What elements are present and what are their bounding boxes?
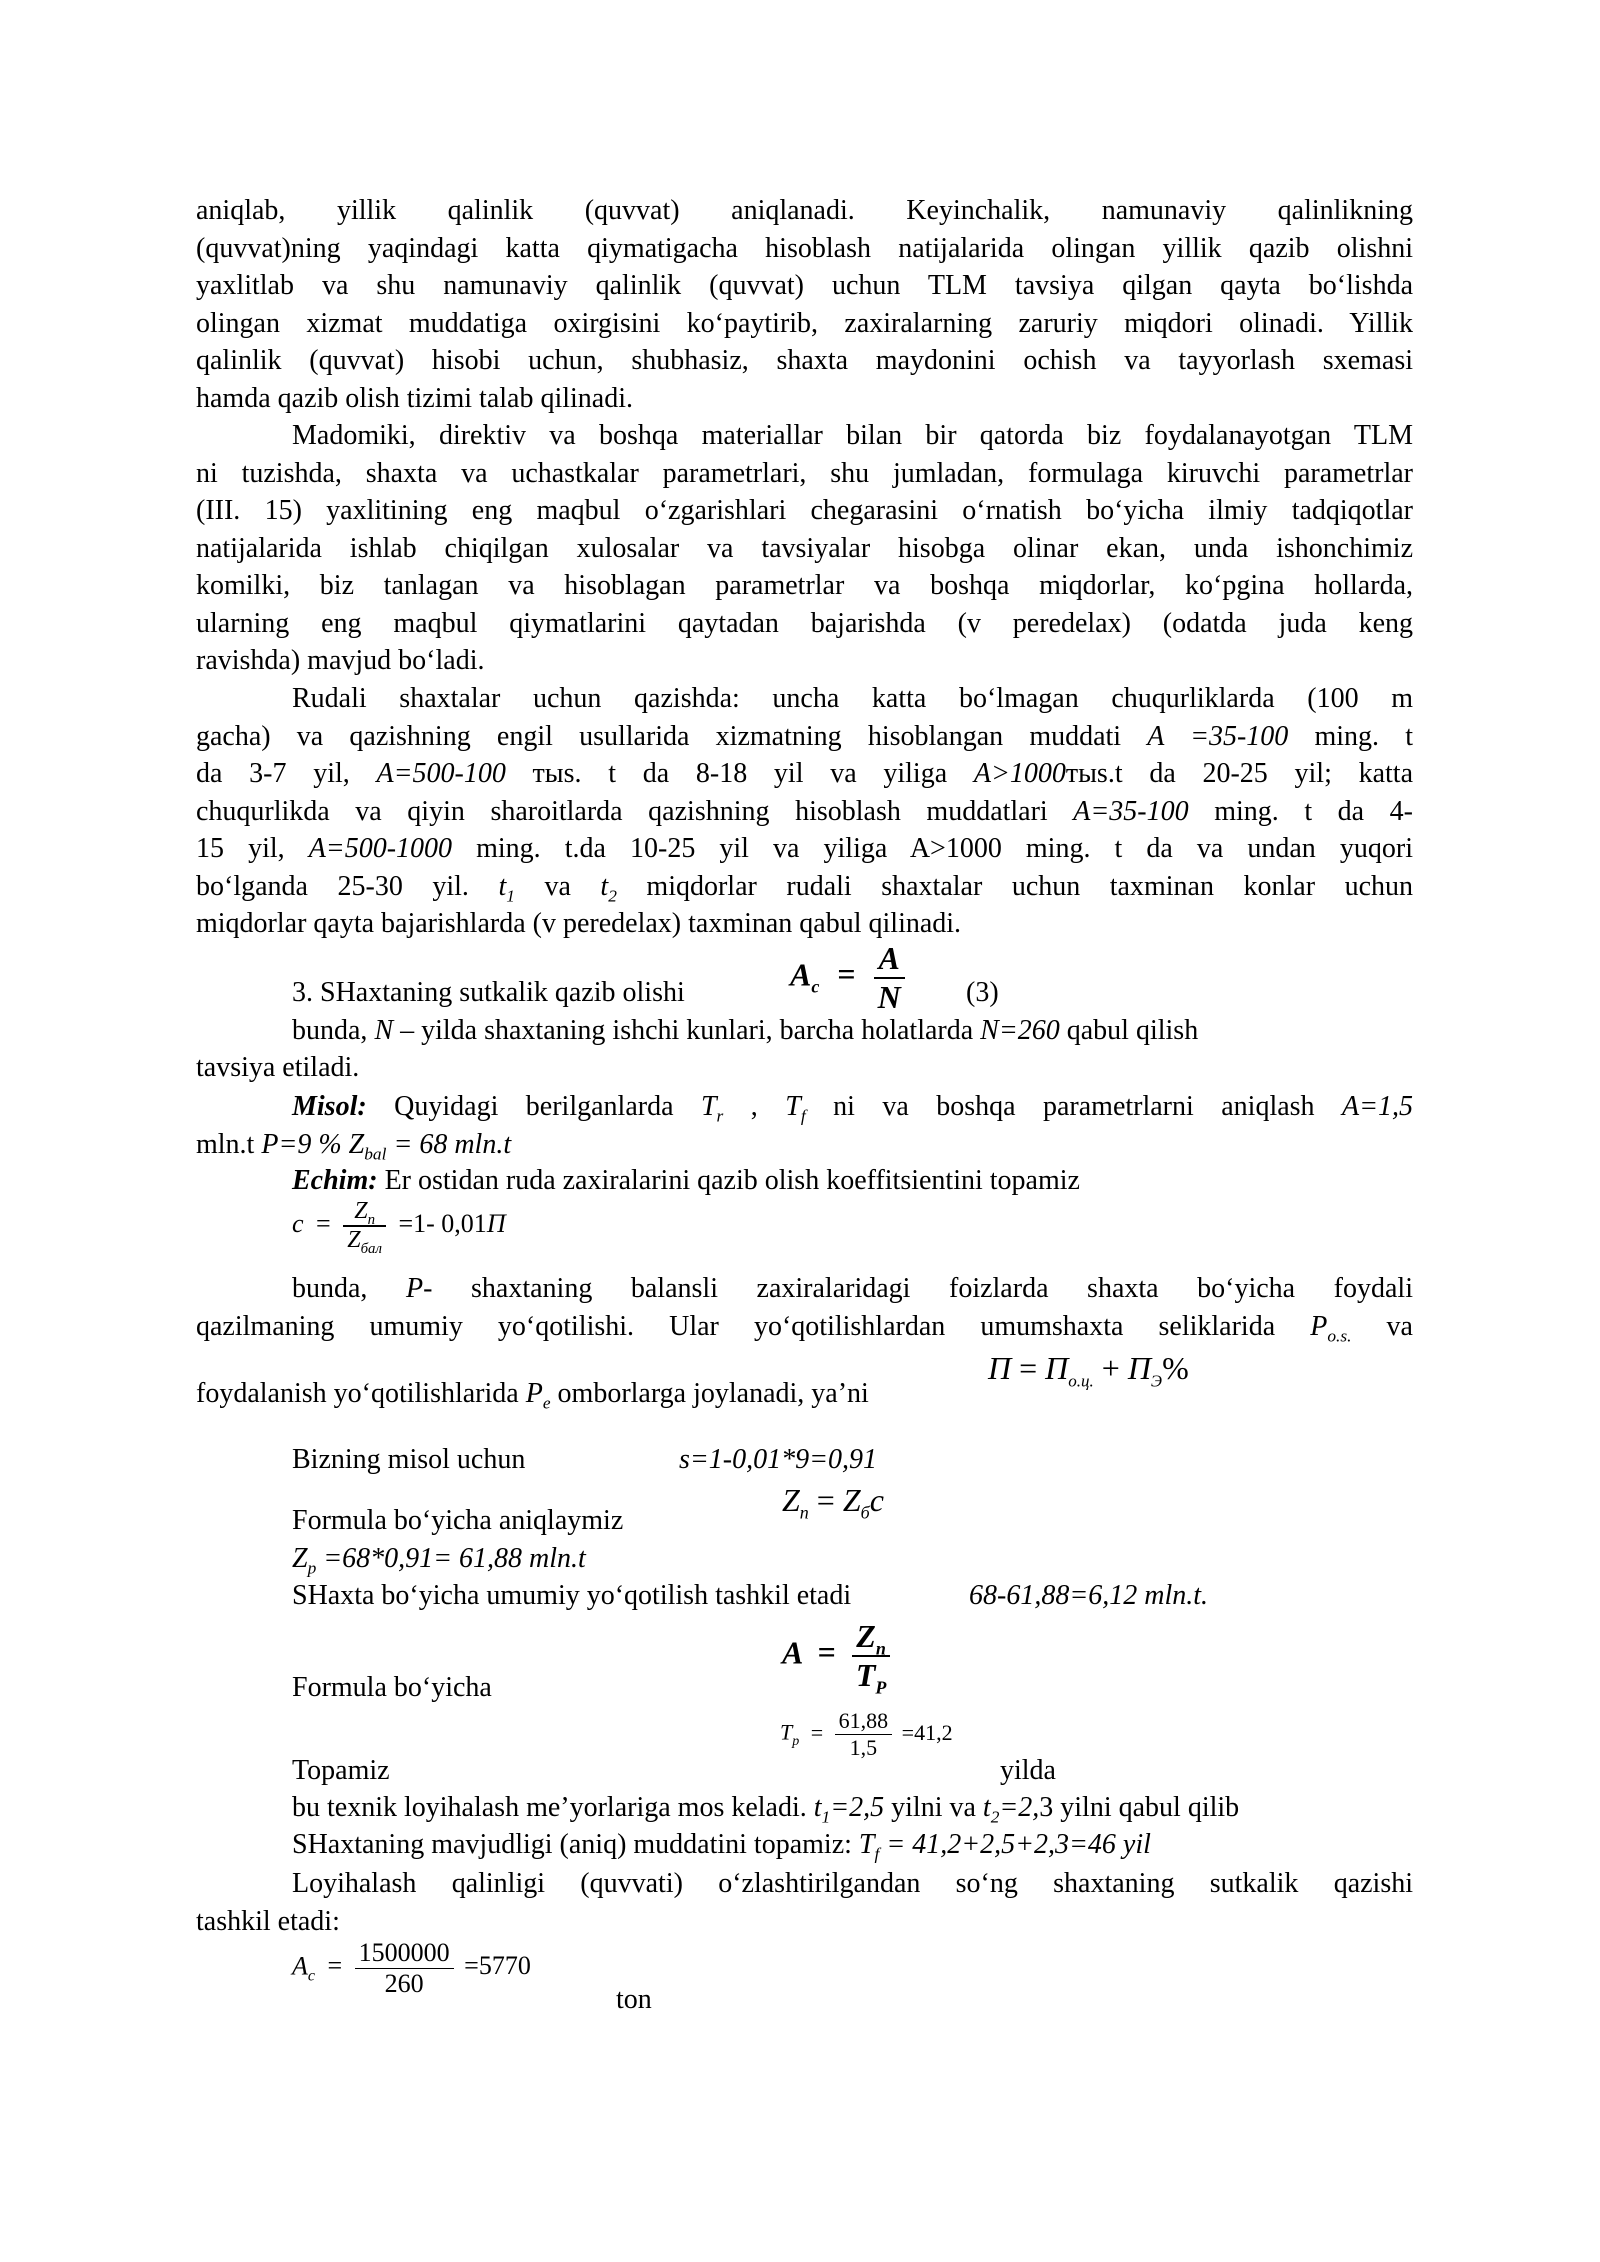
section-3-title: 3. SHaxtaning sutkalik qazib olishi [292, 977, 685, 1008]
paragraph-1 [196, 192, 1413, 417]
zp-result: $Z_p =68*0,91= 61,88$ mln.t [292, 1543, 586, 1578]
p3-line: gacha) va qazishning engil usullarida xizmatning hisoblangan muddati A =35-100 ming. t [196, 720, 1414, 752]
formula-zn: $Z_n = Z_бc$ [782, 1482, 884, 1523]
bizning-value: s=1-0,01*9=0,91 [679, 1444, 878, 1475]
misol-label: Misol: [292, 1091, 367, 1122]
p1-line: (quvvat)ning yaqindagi katta qiymatigacha hisoblash natijalarida olingan yillik qazib olishni [196, 232, 1413, 264]
p3-line: miqdorlar qayta bajarishlarda (v peredelax) taxminan qabul qilinadi. [196, 908, 962, 939]
p3-line: bo‘lganda 25-30 yil. $t_1$ va $t_2$ miqdorlar rudali shaxtalar uchun taxminan konlar uchun [196, 870, 1413, 906]
shaxta-loss-value: 68-61,88=6,12 mln.t. [969, 1580, 1208, 1611]
p1-line: qalinlik (quvvat) hisobi uchun, shubhasiz, shaxta maydonini ochish va tayyorlash sxemasi [196, 345, 1413, 376]
p1-line: hamda qazib olish tizimi talab qilinadi. [196, 382, 634, 414]
p3-line: chuqurlikda va qiyin sharoitlarda qazishning hisoblash muddatlari A=35-100 ming. t da 4- [196, 795, 1414, 827]
paragraph-3 [196, 680, 1413, 943]
p3-line: da 3-7 yil, A=500-100 тыs. t da 8-18 yil va yiliga A>1000тыs.t da 20-25 yil; katta [196, 758, 1414, 789]
formula-by-label: Formula bo‘yicha [292, 1672, 492, 1703]
formula-c: c = $\frac{Z_п}{Z_{бал}}$ =1- 0,01П [292, 1198, 506, 1257]
p2-line: (III. 15) yaxlitining eng maqbul o‘zgarishlari chegarasini o‘rnatish bo‘yicha ilmiy tadqiqotlar [196, 495, 1413, 526]
mavjud-line: SHaxtaning mavjudligi (aniq) muddatini topamiz: $T_f = 41,2+2,5+2,3=46$ yil [292, 1829, 1151, 1864]
bunda-n-line: bunda, N – yilda shaxtaning ishchi kunlari, barcha holatlarda N=260 qabul qilish [292, 1015, 1199, 1046]
shaxta-loss-label: SHaxta bo‘yicha umumiy yo‘qotilish tashkil etadi [292, 1580, 852, 1611]
p1-line: yaxlitlab va shu namunaviy qalinlik (quvvat) uchun TLM tavsiya qilgan qayta bo‘lishda [196, 270, 1413, 301]
equation-number: (3) [966, 977, 999, 1008]
p2-line: natijalarida ishlab chiqilgan xulosalar va tavsiyalar hisobga olinar ekan, unda ishonchimiz [196, 532, 1413, 564]
p2-line: ularning eng maqbul qiymatlarini qaytadan bajarishda (v peredelax) (odatda juda keng [196, 607, 1413, 639]
formula-ac: $A_c$ = $\frac{A}{N}$ [790, 940, 905, 1016]
p1-line: olingan xizmat muddatiga oxirgisini ko‘paytirib, zaxiralarning zaruriy miqdori olinadi. Yillik [196, 307, 1413, 339]
bunda-p-block: bunda, P- shaxtaning balansli zaxiralaridagi foizlarda shaxta bo‘yicha foydali qazilmaning umumiy yo‘qotilishi. Ular yo‘qotilishlardan umumshaxta seliklarida $P_{o.s.}$ va [196, 1273, 1413, 1346]
p3-line: Rudali shaxtalar uchun qazishda: uncha katta bo‘lmagan chuqurliklarda (100 m [292, 683, 1413, 714]
echim-line: Echim: Er ostidan ruda zaxiralarini qazib olish koeffitsientini topamiz [292, 1165, 1080, 1196]
p3-line: 15 yil, A=500-1000 ming. t.da 10-25 yil va yiliga A>1000 ming. t da va undan yuqori [196, 833, 1413, 864]
bunda-p-line-3: foydalanish yo‘qotilishlarida $P_e$ omborlarga joylanadi, ya’ni [196, 1378, 869, 1413]
p2-line: ravishda) mavjud bo‘ladi. [196, 645, 485, 676]
loyiha-block: Loyihalash qalinligi (quvvati) o‘zlashtirilgandan so‘ng shaxtaning sutkalik qazishi tashkil etadi: [196, 1868, 1413, 1937]
formula-a: A = $\frac{Z_n}{T_P}$ [782, 1618, 890, 1694]
texnik-line: bu texnik loyihalash me’yorlariga mos keladi. $t_1=2,5$ yilni va $t_2=2,3$ yilni qabul qilib [292, 1792, 1240, 1827]
formula-p: $П = П_{о.ц.} + П_Э\%$ [988, 1350, 1189, 1391]
p2-line: komilki, biz tanlagan va hisoblagan parametrlar va boshqa miqdorlar, ko‘pgina hollarda, [196, 570, 1413, 601]
echim-label: Echim: [292, 1165, 378, 1196]
bizning-label: Bizning misol uchun [292, 1444, 526, 1475]
p2-line: Madomiki, direktiv va boshqa materiallar bilan bir qatorda biz foydalanayotgan TLM [292, 420, 1413, 451]
yilda-label: yilda [1000, 1755, 1056, 1786]
formula-ac-result: $A_c$ = $\frac{1500000}{260}$ =5770 [292, 1938, 531, 1998]
formula-label: Formula bo‘yicha aniqlaymiz [292, 1505, 624, 1536]
bunda-n-line-2: tavsiya etiladi. [196, 1052, 360, 1083]
formula-tp: $T_p$ = $\frac{61,88}{1,5}$ =41,2 [780, 1708, 953, 1760]
paragraph-2 [196, 417, 1413, 680]
misol-block: Misol: Quyidagi berilganlarda $T_r$ , $T_f$ ni va boshqa parametrlarni aniqlash A=1,5 mln.t P=9 % $Z_{bal} = 68$ mln.t [196, 1091, 1414, 1164]
p1-line: aniqlab, yillik qalinlik (quvvat) aniqlanadi. Keyinchalik, namunaviy qalinlikning [196, 195, 1413, 226]
p2-line: ni tuzishda, shaxta va uchastkalar parametrlari, shu jumladan, formulaga kiruvchi parametrlar [196, 457, 1413, 489]
ton-label: ton [616, 1984, 652, 2015]
topamiz-label: Topamiz [292, 1755, 390, 1786]
